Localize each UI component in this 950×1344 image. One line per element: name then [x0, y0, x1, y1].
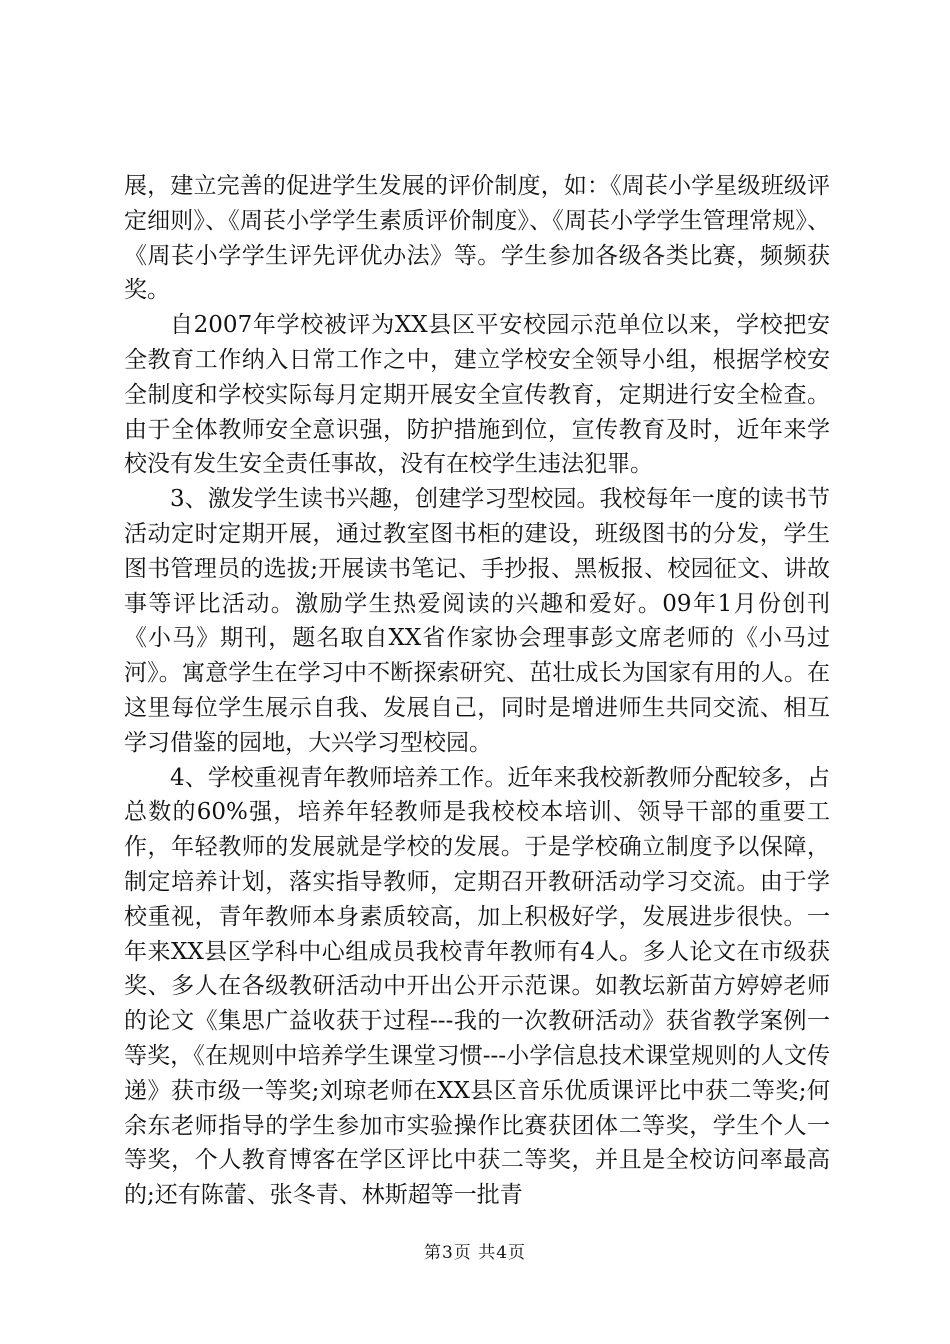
paragraph-reading: 3、激发学生读书兴趣，创建学习型校园。我校每年一度的读书节活动定时定期开展，通过教室图书柜的建设，班级图书的分发，学生图书管理员的选拔;开展读书笔记、手抄报、黑板报、校园征文、讲故事等评比活动。激励学生热爱阅读的兴趣和爱好。09年1月份创刊《小马》期刊，题名取自XX省作家协会理事彭文席老师的《小马过河》。寓意学生在学习中不断探索研究、茁壮成长为国家有用的人。在这里每位学生展示自我、发展自己，同时是增进师生共同交流、相互学习借鉴的园地，大兴学习型校园。 [124, 486, 830, 756]
paragraph-young-teachers: 4、学校重视青年教师培养工作。近年来我校新教师分配较多，占总数的60%强，培养年轻教师是我校校本培训、领导干部的重要工作，年轻教师的发展就是学校的发展。于是学校确立制度予以保障，制定培养计划，落实指导教师，定期召开教研活动学习交流。由于学校重视，青年教师本身素质较高，加上积极好学，发展进步很快。一年来XX县区学科中心组成员我校青年教师有4人。多人论文在市级获奖、多人在各级教研活动中开出公开示范课。如教坛新苗方婷婷老师的论文《集思广益收获于过程---我的一次教研活动》获省教学案例一等奖，《在规则中培养学生课堂习惯---小学信息技术课堂规则的人文传递》获市级一等奖;刘琼老师在XX县区音乐优质课评比中获二等奖;何余东老师指导的学生参加市实验操作比赛获团体二等奖，学生个人一等奖，个人教育博客在学区评比中获二等奖，并且是全校访问率最高的;还有陈蕾、张冬青、林斯超等一批青 [124, 764, 830, 1209]
page-number-footer: 第3页 共4页 [423, 1243, 527, 1263]
paragraph-safety: 自2007年学校被评为XX县区平安校园示范单位以来，学校把安全教育工作纳入日常工作之中，建立学校安全领导小组，根据学校安全制度和学校实际每月定期开展安全宣传教育，定期进行安全检查。由于全体教师安全意识强，防护措施到位，宣传教育及时，近年来学校没有发生安全责任事故，没有在校学生违法犯罪。 [124, 312, 830, 478]
paragraph-continuation: 展，建立完善的促进学生发展的评价制度，如：《周苌小学星级班级评定细则》、《周苌小学学生素质评价制度》、《周苌小学学生管理常规》、《周苌小学学生评先评优办法》等。学生参加各级各类比赛，频频获奖。 [124, 173, 830, 304]
document-body [124, 169, 830, 1213]
